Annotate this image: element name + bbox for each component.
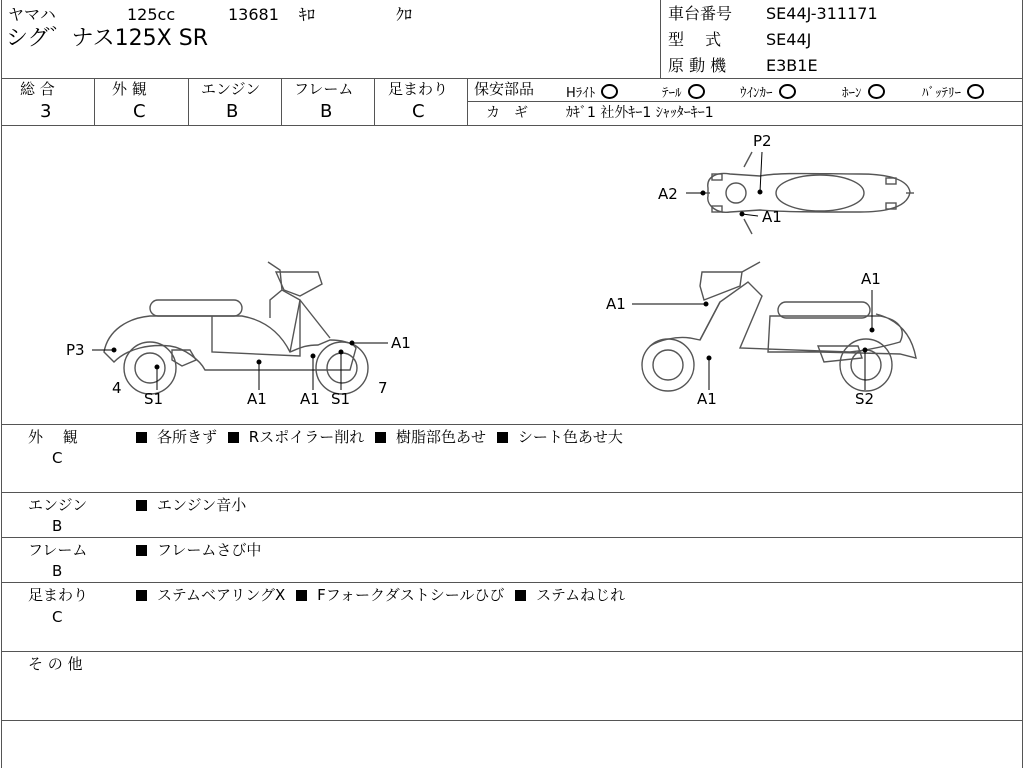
- maker: ヤマハ: [8, 5, 56, 24]
- label-right-a1c: A1: [861, 270, 881, 288]
- bullet-square-icon: [497, 432, 508, 443]
- grade-value-exterior: C: [133, 101, 146, 122]
- remark-items-suspension: [136, 588, 631, 603]
- bullet-square-icon: [136, 432, 147, 443]
- line-remark-1: [1, 492, 1023, 493]
- label-right-a1b: A1: [697, 390, 717, 408]
- top-view-scooter: [700, 152, 914, 234]
- grade-divider-4: [374, 78, 375, 125]
- line-remark-2: [1, 537, 1023, 538]
- keys-label: カ ギ: [486, 105, 528, 121]
- keys-value: ｶｷﾞ1 社外ｷｰ1 ｼｬｯﾀｰｷｰ1: [566, 105, 714, 121]
- grade-divider-3: [281, 78, 282, 125]
- displacement: 125cc: [127, 5, 176, 24]
- label-top-p2: P2: [753, 132, 772, 150]
- remark-item: エンジン音小: [136, 496, 246, 514]
- remark-grade-suspension: C: [52, 608, 63, 626]
- ok-mark-icon: [601, 84, 618, 99]
- header-divider: [660, 0, 661, 78]
- remark-label-other: そ の 他: [28, 655, 83, 673]
- remark-items-engine: [136, 498, 252, 513]
- model-code-label: 型 式: [668, 30, 722, 49]
- label-left-a1b: A1: [300, 390, 320, 408]
- safety-item-tail: ﾃｰﾙ: [662, 84, 705, 100]
- remark-label-exterior: 外 観: [28, 428, 78, 446]
- engine-code: E3B1E: [766, 56, 818, 75]
- remark-item: ステムベアリングX: [136, 586, 285, 604]
- remark-item: Fフォークダストシールひび: [296, 586, 504, 604]
- grade-label-exterior: 外 観: [112, 80, 147, 98]
- frame-no-label: 車台番号: [668, 4, 733, 23]
- damage-diagram: [0, 126, 1024, 424]
- color: ｸﾛ: [396, 5, 413, 24]
- grade-value-overall: 3: [40, 101, 52, 122]
- bullet-square-icon: [136, 500, 147, 511]
- grade-value-frame: B: [320, 101, 333, 122]
- line-remark-5: [1, 720, 1023, 721]
- line-remark-4: [1, 651, 1023, 652]
- frame-no: SE44J-311171: [766, 4, 878, 23]
- label-left-4: 4: [112, 379, 122, 397]
- remark-label-engine: エンジン: [28, 496, 88, 514]
- label-right-a1a: A1: [606, 295, 626, 313]
- remark-items-exterior: [136, 430, 629, 445]
- safety-item-horn: ﾎｰﾝ: [842, 84, 885, 100]
- mileage-unit: ｷﾛ: [299, 5, 316, 24]
- label-left-s1b: S1: [331, 390, 351, 408]
- remark-grade-exterior: C: [52, 449, 63, 467]
- bullet-square-icon: [136, 590, 147, 601]
- model-code: SE44J: [766, 30, 812, 49]
- mileage-value: 13681: [228, 5, 279, 24]
- grade-divider-1: [94, 78, 95, 125]
- ok-mark-icon: [779, 84, 796, 99]
- remark-label-frame: フレーム: [28, 541, 88, 559]
- label-left-7: 7: [378, 379, 388, 397]
- grade-value-suspension: C: [412, 101, 425, 122]
- remark-item: 各所きず: [136, 428, 217, 446]
- remark-items-frame: [136, 543, 267, 558]
- remark-item: フレームさび中: [136, 541, 261, 559]
- line-header-bottom: [1, 78, 1023, 79]
- left-view-scooter: [104, 262, 368, 394]
- ok-mark-icon: [967, 84, 984, 99]
- grade-divider-5: [467, 78, 468, 125]
- grade-label-frame: フレーム: [294, 80, 354, 98]
- grade-divider-2: [188, 78, 189, 125]
- safety-item-battery: ﾊﾞｯﾃﾘｰ: [922, 84, 984, 100]
- remark-label-suspension: 足まわり: [28, 586, 89, 604]
- safety-item-headlight: Hﾗｲﾄ: [566, 84, 618, 100]
- line-remark-3: [1, 582, 1023, 583]
- safety-label: 保安部品: [474, 80, 535, 98]
- remark-item: Rスポイラー削れ: [228, 428, 364, 446]
- remark-item: シート色あせ大: [497, 428, 623, 446]
- bullet-square-icon: [136, 545, 147, 556]
- remark-item: 樹脂部色あせ: [375, 428, 486, 446]
- label-left-a1a: A1: [247, 390, 267, 408]
- engine-label: 原 動 機: [668, 56, 727, 75]
- model-name: シグ゛ナス125X SR: [6, 26, 208, 51]
- safety-item-winker: ｳｲﾝｶｰ: [740, 84, 796, 100]
- bullet-square-icon: [228, 432, 239, 443]
- label-top-a1: A1: [762, 208, 782, 226]
- grade-label-engine: エンジン: [201, 80, 261, 98]
- line-safety-keys: [468, 101, 1022, 102]
- remark-grade-engine: B: [52, 517, 63, 535]
- remark-grade-frame: B: [52, 562, 63, 580]
- bullet-square-icon: [515, 590, 526, 601]
- bullet-square-icon: [296, 590, 307, 601]
- label-left-a1c: A1: [391, 334, 411, 352]
- label-left-s1a: S1: [144, 390, 164, 408]
- label-left-p3: P3: [66, 341, 85, 359]
- grade-label-overall: 総 合: [20, 80, 55, 98]
- remark-item: ステムねじれ: [515, 586, 625, 604]
- ok-mark-icon: [868, 84, 885, 99]
- label-right-s2: S2: [855, 390, 875, 408]
- label-top-a2: A2: [658, 185, 678, 203]
- grade-label-suspension: 足まわり: [388, 80, 449, 98]
- bullet-square-icon: [375, 432, 386, 443]
- grade-value-engine: B: [226, 101, 239, 122]
- line-diagram-bottom: [1, 424, 1023, 425]
- ok-mark-icon: [688, 84, 705, 99]
